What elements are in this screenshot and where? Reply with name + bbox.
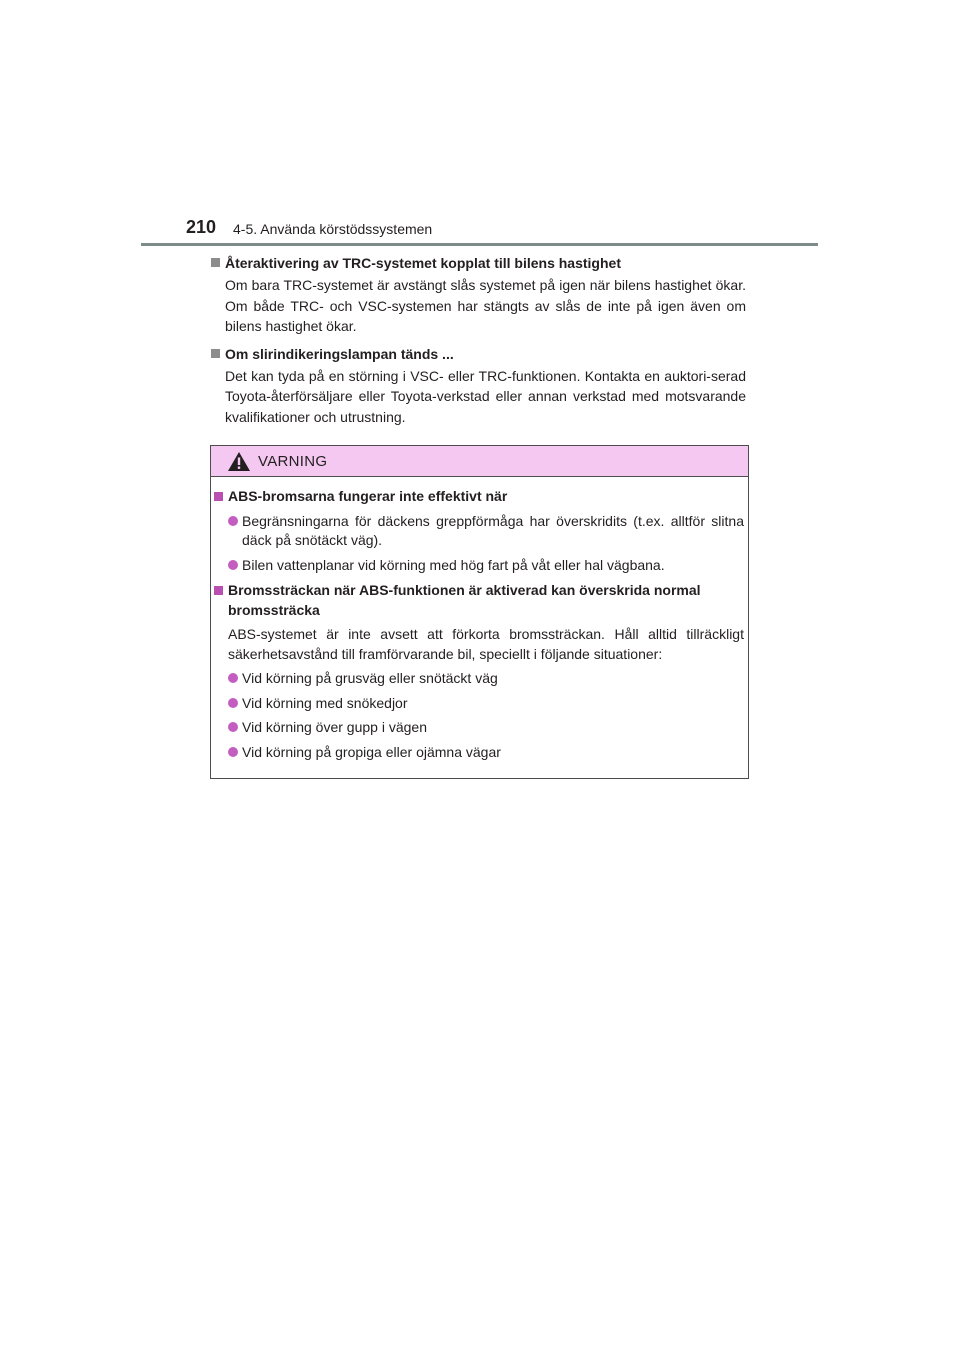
square-bullet-icon (214, 492, 223, 501)
section-text: Det kan tyda på en störning i VSC- eller TRC-funktionen. Kontakta en auktori-serad Toyota-återförsäljare eller Toyota-verkstad eller annan verkstad med motsvarande kvalifikationer och utrustning. (225, 367, 746, 425)
list-item: Bilen vattenplanar vid körning med hög fart på våt eller hal vägbana. (214, 556, 744, 576)
warning-item-heading: Bromssträckan när ABS-funktionen är aktiverad kan överskrida normal bromssträcka (214, 581, 744, 620)
warning-item-text: ABS-systemet är inte avsett att förkorta bromssträckan. Håll alltid tillräckligt säkerhetsavstånd till framförvarande bil, speciellt i följande situationer: (228, 626, 744, 662)
section-title: 4-5. Använda körstödssystemen (233, 221, 433, 237)
warning-box (210, 445, 749, 779)
warning-triangle-icon (228, 452, 250, 471)
warning-body (214, 487, 744, 762)
header-divider (141, 243, 818, 246)
section-heading: Om slirindikeringslampan tänds ... (211, 344, 746, 364)
circle-bullet-icon (228, 560, 238, 570)
list-item: Vid körning med snökedjor (214, 694, 744, 714)
circle-bullet-icon (228, 673, 238, 683)
list-item: Begränsningarna för däckens greppförmåga har överskridits (t.ex. alltför slitna däck på snötäckt väg). (214, 512, 744, 551)
section-heading: Återaktivering av TRC-systemet kopplat till bilens hastighet (211, 253, 746, 273)
square-bullet-icon (214, 586, 223, 595)
section-slip-indicator (211, 344, 746, 428)
square-bullet-icon (211, 349, 220, 358)
circle-bullet-icon (228, 747, 238, 757)
warning-label: VARNING (258, 453, 328, 470)
main-content (211, 253, 746, 434)
list-item: Vid körning på gropiga eller ojämna vägar (214, 743, 744, 763)
circle-bullet-icon (228, 698, 238, 708)
circle-bullet-icon (228, 722, 238, 732)
warning-item-heading: ABS-bromsarna fungerar inte effektivt när (214, 487, 744, 507)
list-item: Vid körning över gupp i vägen (214, 718, 744, 738)
section-trc-reactivation (211, 253, 746, 337)
section-text: Om bara TRC-systemet är avstängt slås systemet på igen när bilens hastighet ökar. Om både TRC- och VSC-systemen har stängts av slås de inte på igen även om bilens hastighet ökar. (225, 277, 746, 334)
square-bullet-icon (211, 258, 220, 267)
circle-bullet-icon (228, 516, 238, 526)
list-item: Vid körning på grusväg eller snötäckt väg (214, 669, 744, 689)
warning-header (211, 446, 748, 477)
page-number: 210 (186, 217, 217, 237)
